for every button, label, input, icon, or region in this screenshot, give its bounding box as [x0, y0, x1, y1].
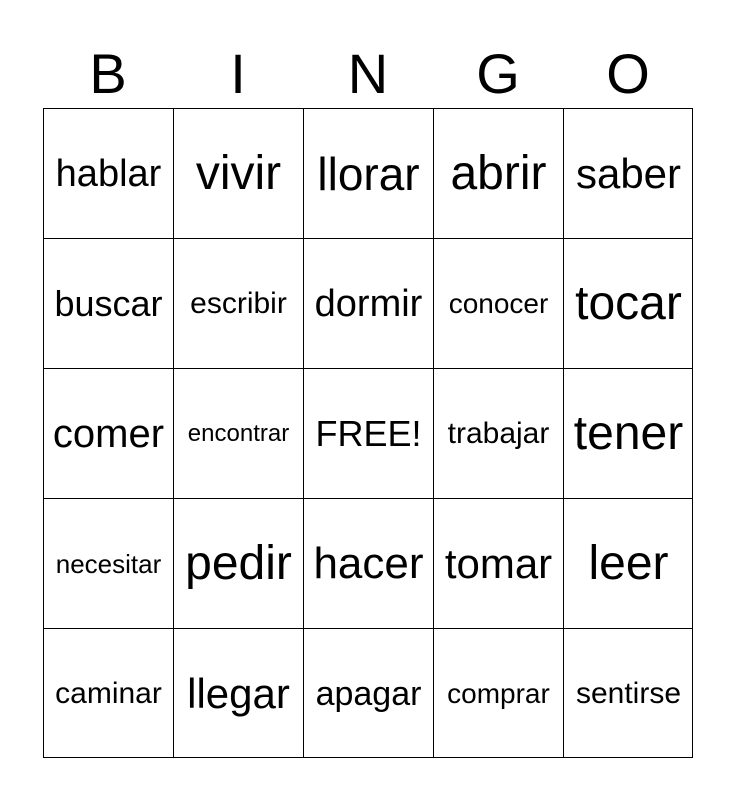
bingo-cell[interactable]: trabajar: [433, 368, 563, 498]
bingo-cell[interactable]: tocar: [563, 238, 693, 368]
bingo-cell[interactable]: conocer: [433, 238, 563, 368]
bingo-cell[interactable]: saber: [563, 108, 693, 238]
header-letter-n: N: [347, 42, 389, 105]
bingo-cell[interactable]: llorar: [303, 108, 433, 238]
bingo-cell[interactable]: comer: [43, 368, 173, 498]
bingo-cell[interactable]: escribir: [173, 238, 303, 368]
bingo-cell[interactable]: llegar: [173, 628, 303, 758]
bingo-cell[interactable]: hablar: [43, 108, 173, 238]
bingo-cell[interactable]: comprar: [433, 628, 563, 758]
bingo-cell[interactable]: leer: [563, 498, 693, 628]
bingo-cell[interactable]: sentirse: [563, 628, 693, 758]
bingo-cell[interactable]: dormir: [303, 238, 433, 368]
bingo-cell[interactable]: hacer: [303, 498, 433, 628]
free-space-cell[interactable]: FREE!: [303, 368, 433, 498]
header-letter-i: I: [230, 42, 246, 105]
header-letter-b: B: [89, 42, 127, 105]
bingo-cell[interactable]: abrir: [433, 108, 563, 238]
header-letter-g: G: [476, 42, 520, 105]
bingo-cell[interactable]: apagar: [303, 628, 433, 758]
bingo-cell[interactable]: pedir: [173, 498, 303, 628]
bingo-cell[interactable]: necesitar: [43, 498, 173, 628]
bingo-cell[interactable]: tener: [563, 368, 693, 498]
bingo-cell[interactable]: vivir: [173, 108, 303, 238]
bingo-cell[interactable]: caminar: [43, 628, 173, 758]
bingo-card-grid: [43, 108, 693, 758]
bingo-cell[interactable]: buscar: [43, 238, 173, 368]
bingo-cell[interactable]: tomar: [433, 498, 563, 628]
bingo-cell[interactable]: encontrar: [173, 368, 303, 498]
bingo-header: [43, 40, 693, 108]
header-letter-o: O: [606, 42, 650, 105]
